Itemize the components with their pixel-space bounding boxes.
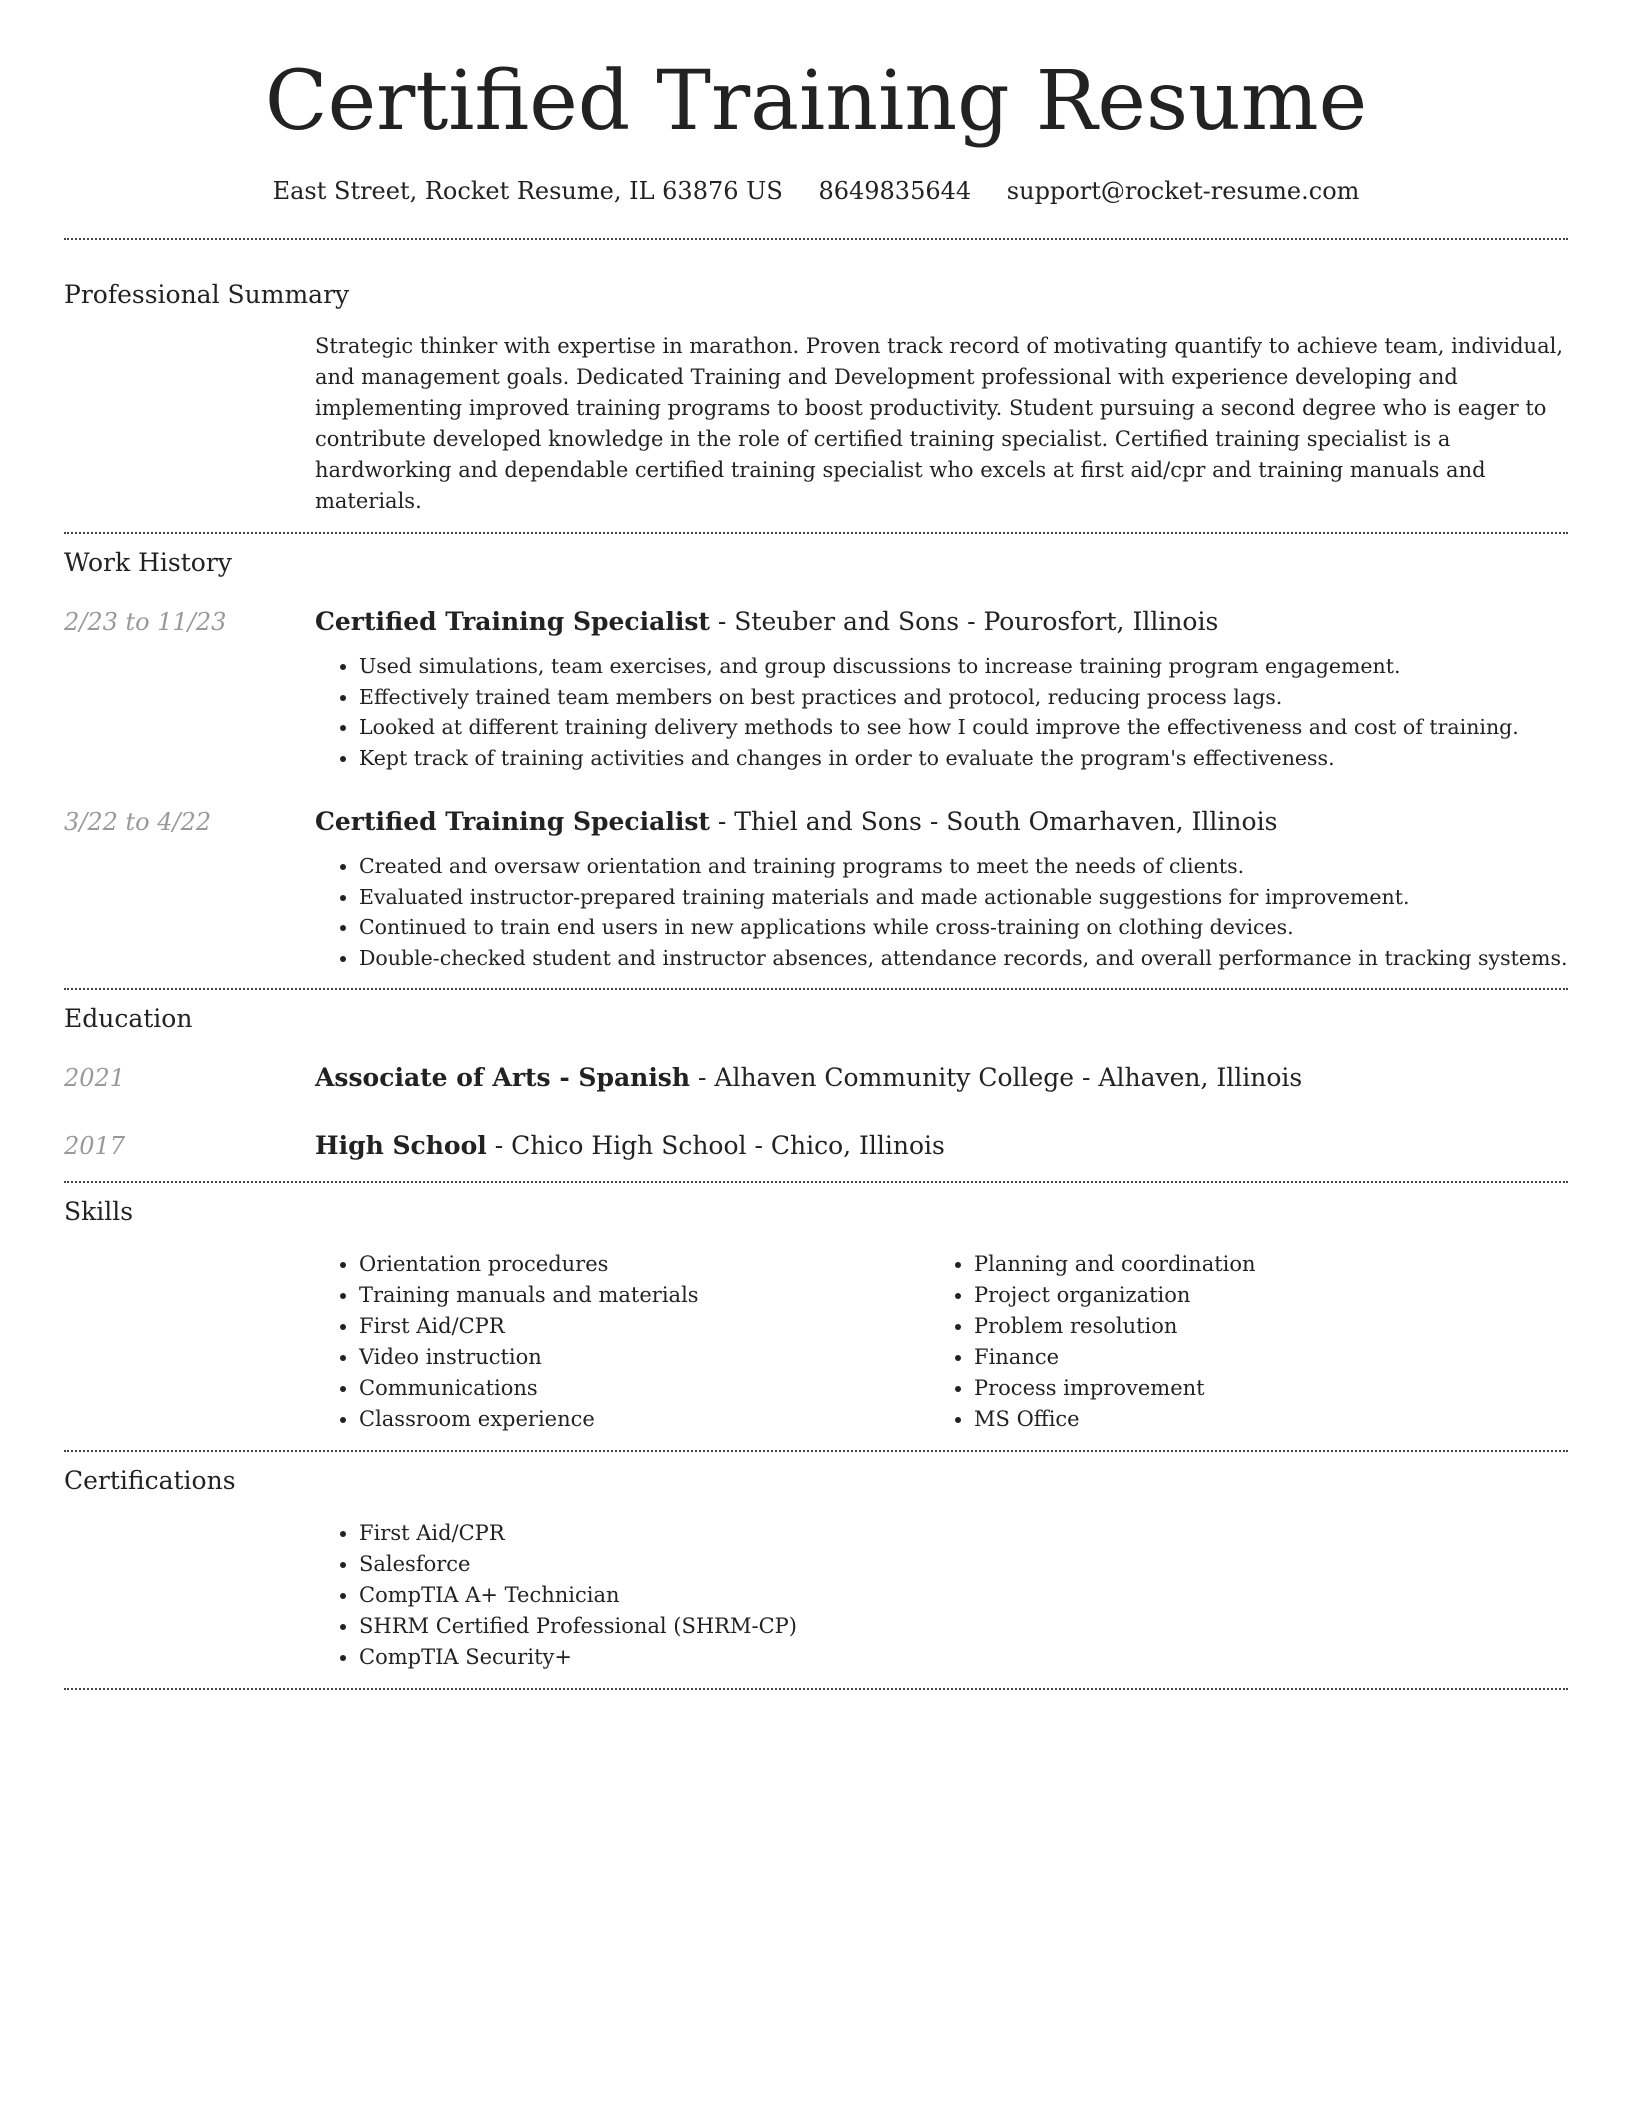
education-entry xyxy=(64,1061,1568,1095)
list-item: • Double-checked student and instructor absences, attendance records, and overall performance in tracking systems. xyxy=(359,943,1568,974)
list-item: • MS Office xyxy=(974,1404,1545,1435)
list-item: • Orientation procedures xyxy=(359,1249,930,1280)
list-item: • Looked at different training delivery methods to see how I could improve the effectiveness and cost of training. xyxy=(359,712,1568,743)
section-title-summary: Professional Summary xyxy=(64,280,350,309)
education-school: - Chico High School - Chico, Illinois xyxy=(486,1131,945,1160)
education-title xyxy=(315,1061,1568,1095)
list-item: • Communications xyxy=(359,1373,930,1404)
section-title-work: Work History xyxy=(64,548,232,577)
list-item: • First Aid/CPR xyxy=(359,1311,930,1342)
job-dates: 3/22 to 4/22 xyxy=(64,808,212,836)
job-role: Certified Training Specialist xyxy=(315,607,710,636)
section-title-skills: Skills xyxy=(64,1197,134,1226)
resume-name: Certified Training Resume xyxy=(264,54,1368,149)
list-item: • Salesforce xyxy=(359,1549,1568,1580)
list-item: • Project organization xyxy=(974,1280,1545,1311)
certifications-list xyxy=(315,1518,1568,1673)
job-entry xyxy=(64,805,1568,973)
list-item: • Effectively trained team members on best practices and protocol, reducing process lags. xyxy=(359,682,1568,713)
list-item: • Kept track of training activities and changes in order to evaluate the program's effectiveness. xyxy=(359,743,1568,774)
skills-column-left xyxy=(315,1249,930,1435)
job-dates: 2/23 to 11/23 xyxy=(64,608,227,636)
list-item: • Classroom experience xyxy=(359,1404,930,1435)
section-title-education: Education xyxy=(64,1004,193,1033)
list-item: • Video instruction xyxy=(359,1342,930,1373)
job-employer: - Steuber and Sons - Pourosfort, Illinois xyxy=(709,607,1219,636)
skills-grid xyxy=(315,1249,1568,1435)
summary-section xyxy=(64,240,1568,517)
list-item: • Process improvement xyxy=(974,1373,1545,1404)
job-entry xyxy=(64,605,1568,773)
list-item: • Continued to train end users in new applications while cross-training on clothing devices. xyxy=(359,912,1568,943)
list-item: • Problem resolution xyxy=(974,1311,1545,1342)
job-role: Certified Training Specialist xyxy=(315,807,710,836)
contact-line xyxy=(64,174,1568,208)
resume-page xyxy=(64,0,1568,1690)
certifications-section xyxy=(64,1452,1568,1673)
education-year: 2021 xyxy=(64,1064,126,1092)
skills-column-right xyxy=(930,1249,1545,1435)
list-item: • Created and oversaw orientation and training programs to meet the needs of clients. xyxy=(359,851,1568,882)
education-year: 2017 xyxy=(64,1132,126,1160)
job-employer: - Thiel and Sons - South Omarhaven, Illinois xyxy=(709,807,1278,836)
job-title xyxy=(315,605,1568,639)
skills-left-spacer xyxy=(64,1249,315,1435)
section-title-certifications: Certifications xyxy=(64,1466,236,1495)
job-title xyxy=(315,805,1568,839)
education-degree: Associate of Arts - Spanish xyxy=(315,1063,691,1092)
summary-left-spacer xyxy=(64,331,315,517)
summary-text: Strategic thinker with expertise in marathon. Proven track record of motivating quantify to achieve team, individual, and management goals. Dedicated Training and Development professional with experience developing and implementing improved training programs to boost productivity. Student pursuing a second degree who is eager to contribute developed knowledge in the role of certified training specialist. Certified training specialist is a hardworking and dependable certified training specialist who excels at first aid/cpr and training manuals and materials. xyxy=(315,334,1563,513)
certifications-left-spacer xyxy=(64,1518,315,1673)
work-section xyxy=(64,534,1568,973)
job-bullets xyxy=(315,851,1568,973)
list-item: • SHRM Certified Professional (SHRM-CP) xyxy=(359,1611,1568,1642)
education-title xyxy=(315,1129,1568,1163)
list-item: • Finance xyxy=(974,1342,1545,1373)
job-bullets xyxy=(315,651,1568,773)
list-item: • CompTIA Security+ xyxy=(359,1642,1568,1673)
skills-section xyxy=(64,1183,1568,1435)
contact-phone: 8649835644 xyxy=(818,177,972,205)
list-item: • Evaluated instructor-prepared training materials and made actionable suggestions for improvement. xyxy=(359,882,1568,913)
list-item: • Training manuals and materials xyxy=(359,1280,930,1311)
list-item: • First Aid/CPR xyxy=(359,1518,1568,1549)
education-section xyxy=(64,990,1568,1163)
list-item: • CompTIA A+ Technician xyxy=(359,1580,1568,1611)
education-entry xyxy=(64,1129,1568,1163)
education-degree: High School xyxy=(315,1131,487,1160)
contact-address: East Street, Rocket Resume, IL 63876 US xyxy=(272,177,783,205)
list-item: • Planning and coordination xyxy=(974,1249,1545,1280)
divider xyxy=(64,1688,1568,1690)
contact-email: support@rocket-resume.com xyxy=(1006,177,1360,205)
list-item: • Used simulations, team exercises, and group discussions to increase training program engagement. xyxy=(359,651,1568,682)
education-school: - Alhaven Community College - Alhaven, Illinois xyxy=(690,1063,1303,1092)
